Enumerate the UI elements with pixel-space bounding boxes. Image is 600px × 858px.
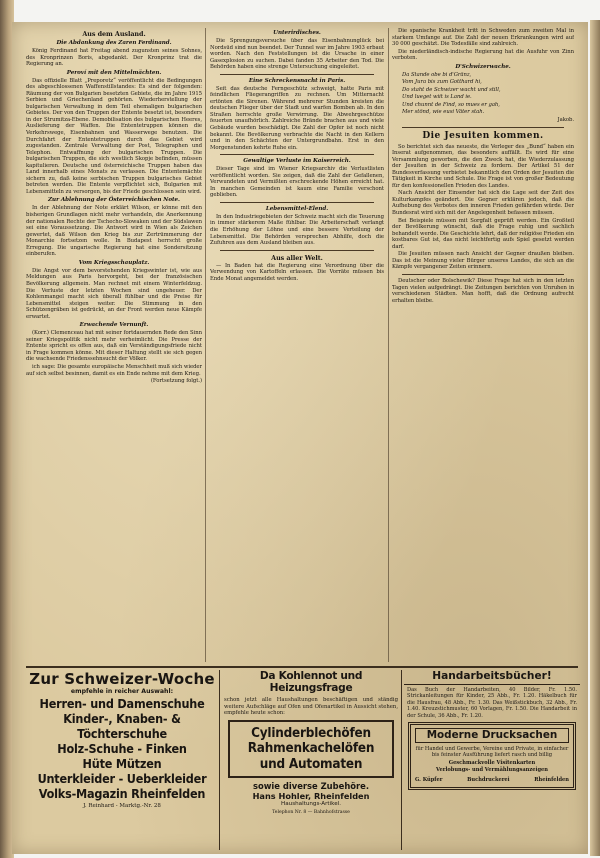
article-text: Dieser Tage sind im Wiener Kriegsarchiv die Verlustlisten veröffentlicht worden. Sie zeigen, daß die Zahl der Gefallenen, Verwundeten und Vermißten erschreckende Höhen erreicht hat. In manchen Gemeinden ist kaum eine Familie verschont geblieben. <box>210 166 384 199</box>
article-text: ich sage: Die gesamte europäische Menschheit muß sich wieder auf sich selbst besinnen, damit es ein Ende nehme mit dem Krieg. <box>26 363 202 377</box>
ad-firm-type: Haushaltungs-Artikel. <box>281 801 341 808</box>
ad-title: Zur Schweizer-Woche <box>29 670 215 688</box>
newspaper-page <box>12 22 588 854</box>
ad-item: Holz-Schuhe - Finken <box>57 741 187 756</box>
poem-line: Und chunnt de Find, so mues er gah, <box>402 101 500 108</box>
article-text: Die Sprengungsversuche über das Eisenbahnunglück bei Nordsüd sind nun beendet. Der Tunnel war im Jahre 1903 erbaut worden. Nach den Feststellungen ist die Ursache in einer Gasexplosion zu suchen. Dabei fanden 35 Arbeiter den Tod. Die Behörden haben eine strenge Untersuchung eingeleitet. <box>210 38 384 71</box>
article-text: Das offizielle Blatt „Preporetz“ veröffentlicht die Bedingungen des abgeschlossenen Waffenstillstandes: Es sind der folgenden: Räumung der von Bulgarien besetzten Gebiete, die im Jahre 1915 Serbien und Griechenland gehörten. Wiederherstellung der bulgarischen Verwaltung in dem Teil ehemaligen bulgarischen Gebietes. Der von den Truppen der Entente besetzt ist, besonders in der Strumitza-Ebene. Demobilisation des bulgarischen Heeres, Auslieferung der Waffen. Die Ententetruppen können die Verkehrswege, Eisenbahnen und Wasserwege benutzen. Die Durchfahrt der Ententetruppen durch das Gebiet wird zugestanden. Zentrale Verwaltung der Post, Telegraphen und Telephon. Entwaffnung der bulgarischen Truppen. Die bulgarischen Truppen, die sich westlich Skopje befinden, müssen kapitulieren. Deutsche und österreichische Truppen haben das Land innerhalb eines Monats zu verlassen. Die Ententemächte sichern zu, daß keine serbischen Truppen bulgarisches Gebiet betreten werden. Die Entente verpflichtet sich, Bulgarien mit Lebensmitteln zu versorgen, bis der Friede geschlossen sein wird. <box>26 77 202 195</box>
ad-title: Handarbeitsbücher! <box>404 670 580 685</box>
ad-rule <box>401 670 402 850</box>
article-heading: Unterirdisches. <box>273 30 321 36</box>
article-text: Seit das deutsche Ferngeschütz schweigt, hatte Paris mit feindlichen Fliegerangriffen zu rechnen. Um Mitternacht ertönten die Sirenen. Während mehrerer Stunden kreisten die deutschen Flieger über der Stadt und warfen Bomben ab. In den Straßen herrschte große Verwirrung. Die Abwehrgeschütze feuerten unaufhörlich. Zahlreiche Brände brachen aus und viele Gebäude wurden beschädigt. Die Zahl der Opfer ist noch nicht bekannt. Die Bevölkerung verbrachte die Nacht in den Kellern und in den Schächten der Untergrundbahn. Erst in den Morgenstunden kehrte Ruhe ein. <box>210 85 384 151</box>
article-text: Die spanische Krankheit tritt in Schweden zum zweiten Mal in starkem Umfange auf. Die Zahl der neuen Erkrankungen wird auf 30 000 geschätzt. Die Todesfälle sind zahlreich. <box>392 28 574 48</box>
article-heading: Lebensmittel-Elend. <box>265 205 329 212</box>
ad-product: Rahmenkachelöfen <box>247 741 375 757</box>
ad-product: und Automaten <box>259 756 363 772</box>
poem-line: Do staht de Schwizer wacht und still, <box>402 86 501 93</box>
article-text: Die niederländisch-indische Regierung hat die Ausfuhr von Zinn verboten. <box>392 48 574 62</box>
continuation-note: (Fortsetzung folgt.) <box>150 378 202 385</box>
article-heading: Eine Schreckensnacht in Paris. <box>248 77 346 84</box>
article-heading: Vom Kriegsschauplatz. <box>78 259 150 266</box>
ad-shoe-store <box>26 670 218 850</box>
ad-printing-footer <box>415 777 569 784</box>
article-heading: Die Abdankung des Zaren Ferdinand. <box>56 40 172 46</box>
ad-printing-frame <box>408 722 576 790</box>
separator-rule <box>402 274 564 275</box>
article-text: König Ferdinand hat Freitag abend zugunsten seines Sohnes, des Kronprinzen Boris, abgedankt. Der Kronprinz trat die Regierung an. <box>26 48 202 68</box>
column-rule <box>388 28 389 662</box>
column-rule <box>205 28 206 662</box>
article-text: Deutscher oder Bolschewik? Diese Frage hat sich in den letzten Tagen vielen aufgedrängt. Die Zeitungen berichten von Unruhen in verschiedenen Städten. Man hofft, daß die Ordnung aufrecht erhalten bleibe. <box>392 277 574 304</box>
ad-body: Das Buch der Handarbeiten, 40 Bilder, Fr. 1.50. Strickanleitungen für Kinder, 25 Abb., Fr. 1.20. Häkelbuch für die Hausfrau, 48 Abb., Fr. 1.30. Das Weißstickbuch, 32 Abb., Fr. 1.40. Kreuzstichmuster, 60 Vorlagen, Fr. 1.50. Die Handarbeit in der Schule, 36 Abb., Fr. 1.20. <box>407 687 577 719</box>
ad-footer: J. Reinhard - Marktg.-Nr. 28 <box>83 803 161 809</box>
article-text: Bei Beispiele müssen mit Sorgfalt geprüft werden. Ein Großteil der Bevölkerung wünscht, daß die Frage ruhig und sachlich behandelt werde. Die Geschichte lehrt, daß der religiöse Frieden ein kostbares Gut ist, das nicht leichtfertig aufs Spiel gesetzt werden darf. <box>392 217 574 250</box>
advertisement-band <box>26 666 578 852</box>
ad-body: schon jetzt alle Haushaltungen beschäftigen und ständig weitere Aufschläge auf Ofen und Ofenartikel in Aussicht stehen, empfehle heute schon: <box>224 697 398 717</box>
article-heading: Gewaltige Verluste im Kaiserreich. <box>243 158 351 165</box>
page-stack-edge <box>590 20 600 856</box>
poem-line: Da Stande obe bi d'Gränz, <box>402 71 472 78</box>
ad-printing-line: Verlobungs- und Vermählungsanzeigen <box>436 767 548 774</box>
separator-rule <box>220 74 374 75</box>
ad-firm: Hans Hohler, Rheinfelden <box>252 791 370 802</box>
article-heading: Peroví mit den Mittelmächten. <box>66 69 162 76</box>
separator-rule <box>220 250 374 251</box>
ad-item: Unterkleider - Ueberkleider <box>37 771 207 786</box>
ad-printer-name: G. Küpfer <box>415 777 443 784</box>
article-text: — In Baden hat die Regierung eine Verordnung über die Verwendung von Kartoffeln erlassen. Die Vorräte müssen bis Ende Monat angemeldet werden. <box>210 262 384 282</box>
poem-line: Vom Jura bis zum Gotthard hi, <box>402 79 482 86</box>
article-text: In den Industriegebieten der Schweiz macht sich die Teuerung in immer stärkerem Maße fühlbar. Die Arbeiterschaft verlangt die Erhöhung der Löhne und eine bessere Verteilung der Lebensmittel. Die Behörden versprechen Abhilfe, doch die Zufuhren aus dem Ausland bleiben aus. <box>210 213 384 247</box>
article-heading: Erwachende Vernunft. <box>79 322 149 329</box>
article-text: (Korr.) Clemenceau hat mit seiner fortdauernden Rede den Sinn seiner Kriegspolitik nicht mehr verheimlicht. Die Presse der Entente spricht es offen aus, daß ein Verständigungsfriede nicht in Frage kommen könne. Mit dieser Haltung stellt sie sich gegen die wachsende Friedenssehnsucht der Völker. <box>26 330 202 363</box>
ad-footer: Telephon Nr. 8 — Bahnhofstrasse <box>272 810 350 816</box>
ad-product: Cylinderblechöfen <box>251 725 371 741</box>
ad-printer-town: Rheinfelden <box>534 777 569 784</box>
section-heading: Aus aller Welt. <box>271 253 323 262</box>
poem-line: Und lueget wiit is Land ie. <box>402 94 472 101</box>
article-text: So berichtet sich das neueste, die Verleger des „Bund“ haben ein Inserat aufgenommen, das besonders auffällt. Es wird für eine Versammlung geworben, die den Zweck hat, die Wiederzulassung der Jesuiten in der Schweiz zu fordern. Der Artikel 51 der Bundesverfassung verbietet bekanntlich den Orden der Jesuiten die Tätigkeit in Kirche und Schule. Die Frage ist von großer Bedeutung für den konfessionellen Frieden des Landes. <box>392 143 574 189</box>
ad-printing-body: für Handel und Gewerbe, Vereine und Private, in einfacher bis feinster Ausführung liefert rasch und billig <box>415 746 569 759</box>
poem-line: Mer stönd, wie eusi Väter stah. <box>402 109 485 116</box>
poem-heading: D'Schwizerwache. <box>455 63 511 70</box>
ad-printing-line: Geschmackvolle Visitenkarten <box>448 759 536 766</box>
article-text: Die Angst vor dem bevorstehenden Kriegswinter ist, wie aus Meldungen aus Paris hervorgeht, bei der französischen Bevölkerung allgemein. Man rechnet mit einem Winterfeldzug. Die Verluste der letzten Wochen sind ungeheuer. Der Kohlenmangel macht sich überall fühlbar und die Preise für Lebensmittel steigen weiter. Die Stimmung in den Schützengräben ist gedrückt, an der Front werden neue Kämpfe erwartet. <box>26 267 202 320</box>
ad-rule <box>219 670 220 850</box>
separator-rule <box>220 202 374 203</box>
article-text: Die Jesuiten müssen nach Ansicht der Gegner draußen bleiben. Das ist die Meinung vieler Bürger unseres Landes, die sich an die Kämpfe vergangener Zeiten erinnern. <box>392 251 574 271</box>
article-heading: Zur Ablehnung der Österreichischen Note. <box>48 197 180 204</box>
column-2 <box>210 28 384 662</box>
article-text: In der Ablehnung der Note erklärt Wilson, er könne mit den bisherigen Grundlagen nicht mehr verhandeln, die Anerkennung der nationalen Rechte der Tschecho-Slowaken und der Südslawen sei eine Voraussetzung. Die Antwort wird in Wien als Zeichen gewertet, daß Wilson den Krieg bis zur Zertrümmerung der Monarchie fortsetzen wolle. In Budapest herrscht große Erregung. Die ungarische Regierung hat eine Sondersitzung einberufen. <box>26 205 202 258</box>
ad-printing-title: Moderne Drucksachen <box>415 728 569 743</box>
article-text: Nach Ansicht der Einsender hat sich die Lage seit der Zeit des Kulturkampfes geändert. Die Gegner erklären jedoch, daß die Aufhebung des Verbotes den inneren Frieden gefährden würde. Der Bundesrat wird sich mit der Angelegenheit befassen müssen. <box>392 190 574 217</box>
section-heading: Aus dem Ausland. <box>82 30 146 38</box>
ad-line: empfehle in reicher Auswahl: <box>70 688 174 695</box>
ad-books-printing <box>404 670 580 850</box>
ad-accessories: sowie diverse Zubehöre. <box>252 781 370 792</box>
headline: Die Jesuiten kommen. <box>422 130 544 141</box>
ad-item: Kinder-, Knaben- & Töchterschuhe <box>63 711 181 741</box>
ad-store-name: Volks-Magazin Rheinfelden <box>38 786 206 801</box>
separator-rule <box>402 127 564 128</box>
column-3 <box>392 28 574 662</box>
ad-title: Da Kohlennot und Heizungsfrage <box>259 670 363 694</box>
ad-product-box <box>228 720 394 779</box>
column-1 <box>26 28 202 662</box>
poem-signature: Jakob. <box>557 117 574 124</box>
ad-stoves <box>222 670 400 850</box>
separator-rule <box>220 154 374 155</box>
ad-printer-type: Buchdruckerei <box>467 777 510 784</box>
ad-item: Hüte Mützen <box>82 756 162 771</box>
ad-item: Herren- und Damenschuhe <box>39 696 205 711</box>
